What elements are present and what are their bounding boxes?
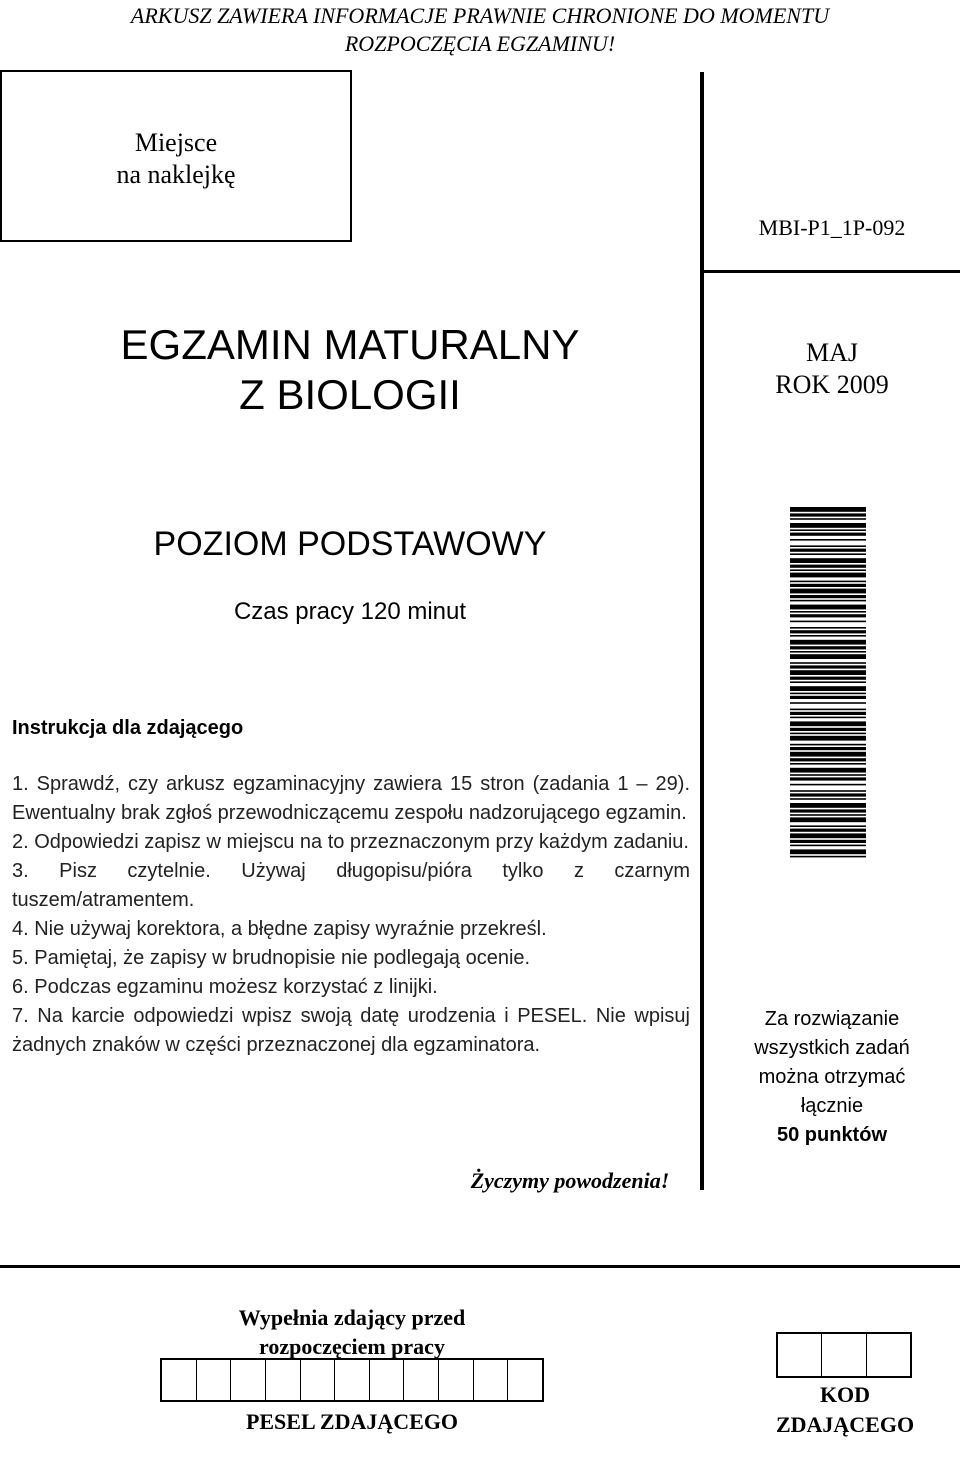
pesel-digit-box[interactable] xyxy=(266,1360,301,1400)
fill-in-caption xyxy=(160,1303,544,1361)
points-line-1: Za rozwiązanie xyxy=(764,1008,900,1030)
pesel-digit-box[interactable] xyxy=(474,1360,509,1400)
pesel-digit-box[interactable] xyxy=(370,1360,405,1400)
pesel-digit-box[interactable] xyxy=(335,1360,370,1400)
sticker-placeholder xyxy=(0,70,352,242)
instructions-list xyxy=(12,770,690,1060)
pesel-label: PESEL ZDAJĄCEGO xyxy=(245,1409,459,1434)
sticker-line-1: Miejsce xyxy=(134,128,218,157)
instruction-item: 2. Odpowiedzi zapisz w miejscu na to przeznaczonym przy każdym zadaniu. xyxy=(12,831,689,853)
points-line-4: łącznie xyxy=(800,1095,864,1117)
fill-in-line-1: Wypełnia zdający przed xyxy=(238,1305,466,1330)
kod-digit-box[interactable] xyxy=(867,1334,910,1376)
pesel-digit-box[interactable] xyxy=(404,1360,439,1400)
instruction-item: 3. Pisz czytelnie. Używaj długopisu/pióra tylko z czarnym tuszem/atramentem. xyxy=(12,860,690,911)
kod-digit-box[interactable] xyxy=(778,1334,822,1376)
session-year: ROK 2009 xyxy=(775,370,889,399)
pesel-digit-box[interactable] xyxy=(197,1360,232,1400)
points-total: 50 punktów xyxy=(776,1124,887,1146)
instruction-item: 7. Na karcie odpowiedzi wpisz swoją datę urodzenia i PESEL. Nie wpisuj żadnych znaków w części przeznaczonej dla egzaminatora. xyxy=(12,1005,690,1056)
exam-session xyxy=(704,337,960,401)
instruction-item: 4. Nie używaj korektora, a błędne zapisy wyraźnie przekreśl. xyxy=(12,918,547,940)
notice-line-1: ARKUSZ ZAWIERA INFORMACJE PRAWNIE CHRONIONE DO MOMENTU xyxy=(130,3,830,28)
good-luck-message: Życzymy powodzenia! xyxy=(470,1168,670,1193)
legal-notice xyxy=(0,2,960,58)
pesel-input-boxes[interactable] xyxy=(160,1358,544,1402)
instructions-heading: Instrukcja dla zdającego xyxy=(12,717,244,739)
instruction-item: 5. Pamiętaj, że zapisy w brudnopisie nie podlegają ocenie. xyxy=(12,947,531,969)
exam-time: Czas pracy 120 minut xyxy=(233,598,467,625)
pesel-digit-box[interactable] xyxy=(439,1360,474,1400)
exam-title xyxy=(0,320,700,420)
fill-in-line-2: rozpoczęciem pracy xyxy=(259,1334,445,1359)
points-line-3: można otrzymać xyxy=(758,1066,906,1088)
barcode-icon xyxy=(790,507,866,859)
pesel-digit-box[interactable] xyxy=(162,1360,197,1400)
code-divider xyxy=(704,270,960,273)
sticker-line-2: na naklejkę xyxy=(116,160,236,189)
instruction-item: 1. Sprawdź, czy arkusz egzaminacyjny zawiera 15 stron (zadania 1 – 29). Ewentualny brak zgłoś przewodniczącemu zespołu nadzorującego egzamin. xyxy=(12,773,690,824)
kod-label-line-1: KOD xyxy=(819,1382,871,1407)
exam-code: MBI-P1_1P-092 xyxy=(758,215,906,240)
points-line-2: wszystkich zadań xyxy=(754,1037,910,1059)
exam-level: POZIOM PODSTAWOWY xyxy=(153,525,547,563)
kod-label-line-2: ZDAJĄCEGO xyxy=(775,1412,915,1437)
bottom-divider xyxy=(0,1265,960,1268)
session-month: MAJ xyxy=(805,338,858,367)
pesel-digit-box[interactable] xyxy=(508,1360,542,1400)
pesel-digit-box[interactable] xyxy=(301,1360,336,1400)
kod-input-boxes[interactable] xyxy=(776,1332,912,1378)
notice-line-2: ROZPOCZĘCIA EGZAMINU! xyxy=(344,31,616,56)
instruction-item: 6. Podczas egzaminu możesz korzystać z linijki. xyxy=(12,976,438,998)
kod-digit-box[interactable] xyxy=(822,1334,866,1376)
pesel-digit-box[interactable] xyxy=(231,1360,266,1400)
title-line-2: Z BIOLOGII xyxy=(239,371,461,418)
title-line-1: EGZAMIN MATURALNY xyxy=(120,321,580,368)
points-info xyxy=(704,1005,960,1150)
kod-label xyxy=(740,1380,950,1440)
